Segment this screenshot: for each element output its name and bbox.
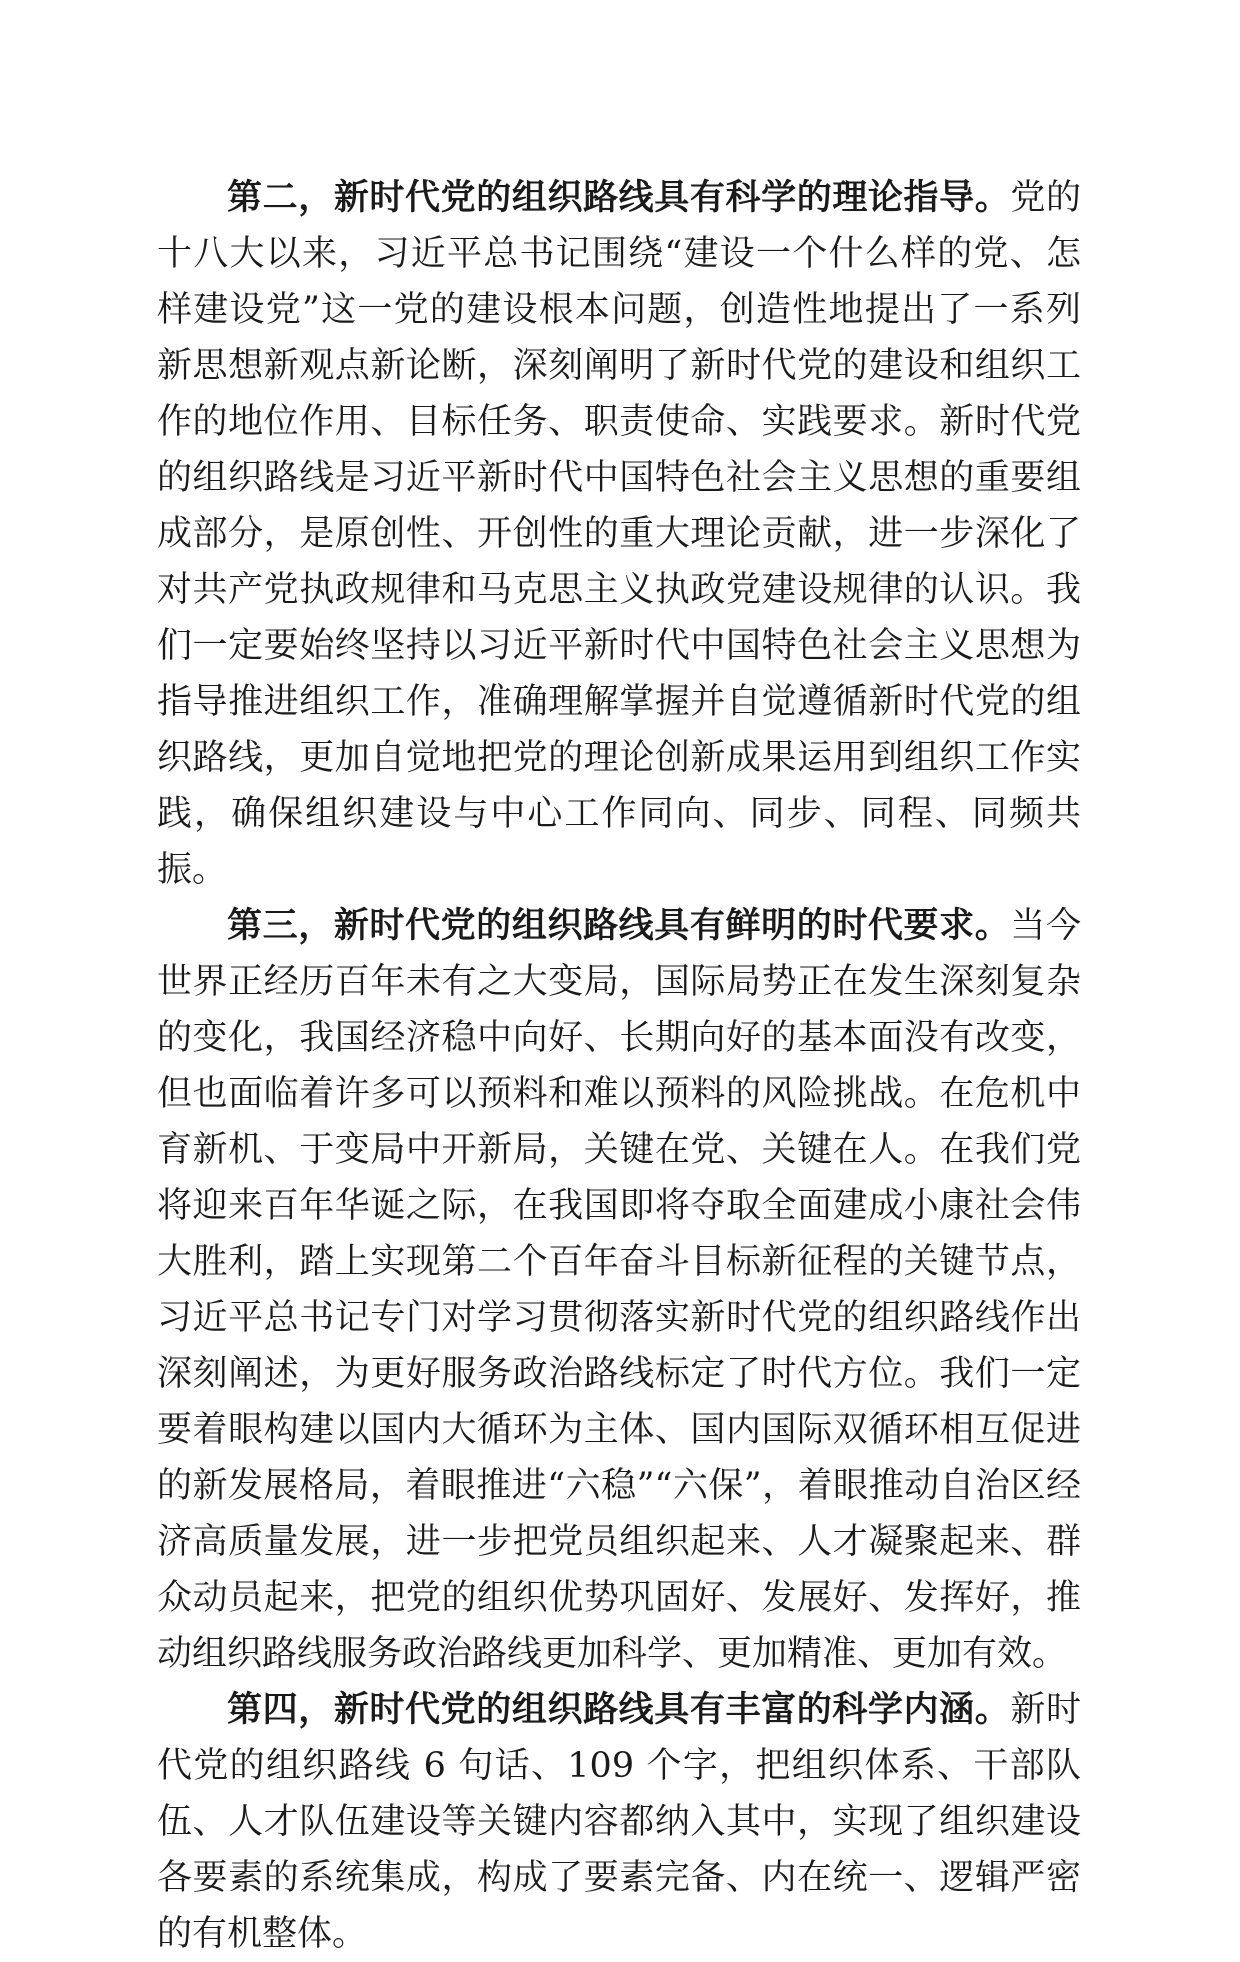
paragraph-fourth: [157, 1682, 1081, 1962]
paragraph-text: 党的十八大以来，习近平总书记围绕“建设一个什么样的党、怎样建设党”这一党的建设根本问题，创造性地提出了一系列新思想新观点新论断，深刻阐明了新时代党的建设和组织工作的地位作用、目标任务、职责使命、实践要求。新时代党的组织路线是习近平新时代中国特色社会主义思想的重要组成部分，是原创性、开创性的重大理论贡献，进一步深化了对共产党执政规律和马克思主义执政党建设规律的认识。我们一定要始终坚持以习近平新时代中国特色社会主义思想为指导推进组织工作，准确理解掌握并自觉遵循新时代党的组织路线，更加自觉地把党的理论创新成果运用到组织工作实践，确保组织建设与中心工作同向、同步、同程、同频共振。: [157, 178, 1081, 890]
paragraph-text: 当今世界正经历百年未有之大变局，国际局势正在发生深刻复杂的变化，我国经济稳中向好、长期向好的基本面没有改变，但也面临着许多可以预料和难以预料的风险挑战。在危机中育新机、于变局中开新局，关键在党、关键在人。在我们党将迎来百年华诞之际，在我国即将夺取全面建成小康社会伟大胜利，踏上实现第二个百年奋斗目标新征程的关键节点，习近平总书记专门对学习贯彻落实新时代党的组织路线作出深刻阐述，为更好服务政治路线标定了时代方位。我们一定要着眼构建以国内大循环为主体、国内国际双循环相互促进的新发展格局，着眼推进“六稳”“六保”，着眼推动自治区经济高质量发展，进一步把党员组织起来、人才凝聚起来、群众动员起来，把党的组织优势巩固好、发展好、发挥好，推动组织路线服务政治路线更加科学、更加精准、更加有效。: [157, 906, 1081, 1674]
paragraph-lead: 第三，新时代党的组织路线具有鲜明的时代要求。: [227, 905, 1011, 946]
paragraph-third: [157, 898, 1081, 1682]
paragraph-text: 新时代党的组织路线 6 句话、109 个字，把组织体系、干部队伍、人才队伍建设等关键内容都纳入其中，实现了组织建设各要素的系统集成，构成了要素完备、内在统一、逻辑严密的有机整体。: [157, 1690, 1081, 1954]
paragraph-second: [157, 170, 1081, 898]
paragraph-lead: 第四，新时代党的组织路线具有丰富的科学内涵。: [227, 1689, 1011, 1730]
document-body: [157, 170, 1081, 1962]
paragraph-lead: 第二，新时代党的组织路线具有科学的理论指导。: [227, 177, 1011, 218]
